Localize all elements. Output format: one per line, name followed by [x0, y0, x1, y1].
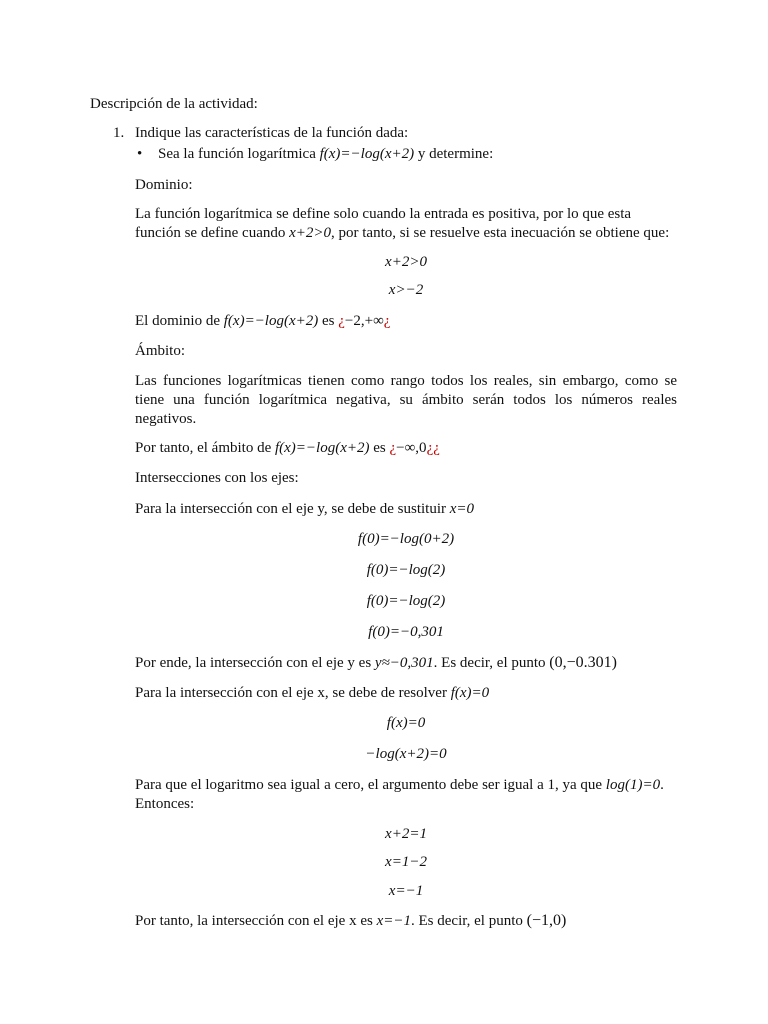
bullet-icon: •	[137, 146, 143, 162]
dominio-paragraph-line1	[135, 205, 677, 224]
activity-heading: Descripción de la actividad:	[90, 96, 258, 112]
x-para-math: log(1)=0	[605, 777, 661, 793]
y-result-pre: Por ende, la intersección con el eje y es	[135, 655, 375, 671]
ambito-result-glyph-open: ¿	[389, 440, 397, 456]
equation-f0-2: f(0)=−log(2)	[366, 562, 446, 578]
x-result-point: (−1,0)	[526, 912, 567, 929]
dominio-line2-pre: función se define cuando	[135, 225, 290, 241]
intersecciones-title: Intersecciones con los ejes:	[135, 470, 299, 486]
ambito-result-mid: es	[369, 440, 390, 456]
x-intro-math: f(x)=0	[450, 685, 490, 701]
y-intersection-result	[135, 653, 617, 673]
x-para-post: .	[660, 777, 664, 793]
bullet-text-post: y determine:	[414, 146, 494, 162]
x-result-pre: Por tanto, la intersección con el eje x es	[135, 913, 377, 929]
equation-fx-0: f(x)=0	[386, 715, 426, 731]
dominio-line2-post: , por tanto, si se resuelve esta inecuación se obtiene que:	[331, 225, 670, 241]
bullet-text-pre: Sea la función logarítmica	[158, 146, 320, 162]
dominio-result-function: f(x)=−log(x+2)	[223, 313, 319, 329]
ambito-paragraph: Las funciones logarítmicas tienen como rango todos los reales, sin embargo, como se tiene una función logarítmica negativa, su ámbito serán todos los números reales negativos.	[135, 373, 677, 427]
ambito-result-pre: Por tanto, el ámbito de	[135, 440, 275, 456]
y-result-math: y≈−0,301	[374, 655, 434, 671]
x-result-mid: . Es decir, el punto	[411, 913, 527, 929]
ambito-title: Ámbito:	[135, 343, 186, 359]
equation-x-plus-2-eq-1: x+2=1	[385, 826, 427, 842]
equation-f0-4: f(0)=−0,301	[368, 624, 444, 640]
bullet-text	[158, 145, 493, 164]
equation-neg-log: −log(x+2)=0	[365, 746, 447, 762]
x-paragraph-line2: Entonces:	[135, 796, 195, 812]
y-intro-math: x=0	[449, 501, 475, 517]
y-result-mid: . Es decir, el punto	[433, 655, 550, 671]
function-expression: f(x)=−log(x+2)	[319, 146, 415, 162]
dominio-title: Dominio:	[135, 177, 193, 193]
dominio-paragraph-line2	[135, 224, 669, 243]
dominio-result	[135, 312, 390, 331]
ambito-result-function: f(x)=−log(x+2)	[274, 440, 370, 456]
inequality-inline: x+2>0	[289, 225, 332, 241]
item-text: Indique las características de la función dada:	[135, 125, 409, 141]
list-number: 1.	[113, 125, 125, 141]
x-para-pre: Para que el logaritmo sea igual a cero, el argumento debe ser igual a 1, ya que	[135, 777, 606, 793]
equation-f0-3: f(0)=−log(2)	[366, 593, 446, 609]
ambito-result-glyph-close: ¿¿	[426, 440, 440, 456]
dominio-result-mid: es	[318, 313, 339, 329]
ambito-result-interval: −∞,0	[396, 440, 427, 456]
dominio-result-glyph-open: ¿	[338, 313, 345, 329]
y-result-point: (0,−0.301)	[549, 654, 617, 671]
dominio-result-pre: El dominio de	[135, 313, 224, 329]
dominio-result-glyph-close: ¿	[383, 313, 391, 329]
x-intersection-result	[135, 911, 566, 931]
ambito-result	[135, 439, 440, 458]
x-result-math: x=−1	[376, 913, 411, 929]
dominio-line1-text: La función logarítmica se define solo cuando la entrada es positiva, por lo que esta	[135, 206, 632, 222]
equation-x-gt-minus-2: x>−2	[388, 282, 424, 298]
y-intersection-intro	[135, 500, 474, 519]
y-intro-pre: Para la intersección con el eje y, se debe de sustituir	[135, 501, 450, 517]
dominio-result-interval: −2,+∞	[344, 313, 384, 329]
x-paragraph-line1	[135, 776, 664, 795]
x-intersection-intro	[135, 684, 489, 703]
x-intro-pre: Para la intersección con el eje x, se debe de resolver	[135, 685, 451, 701]
equation-x-plus-2-gt-0: x+2>0	[385, 254, 427, 270]
equation-x-eq-minus-1: x=−1	[388, 883, 424, 899]
equation-x-eq-1-minus-2: x=1−2	[385, 854, 427, 870]
equation-f0-1: f(0)=−log(0+2)	[357, 531, 455, 547]
